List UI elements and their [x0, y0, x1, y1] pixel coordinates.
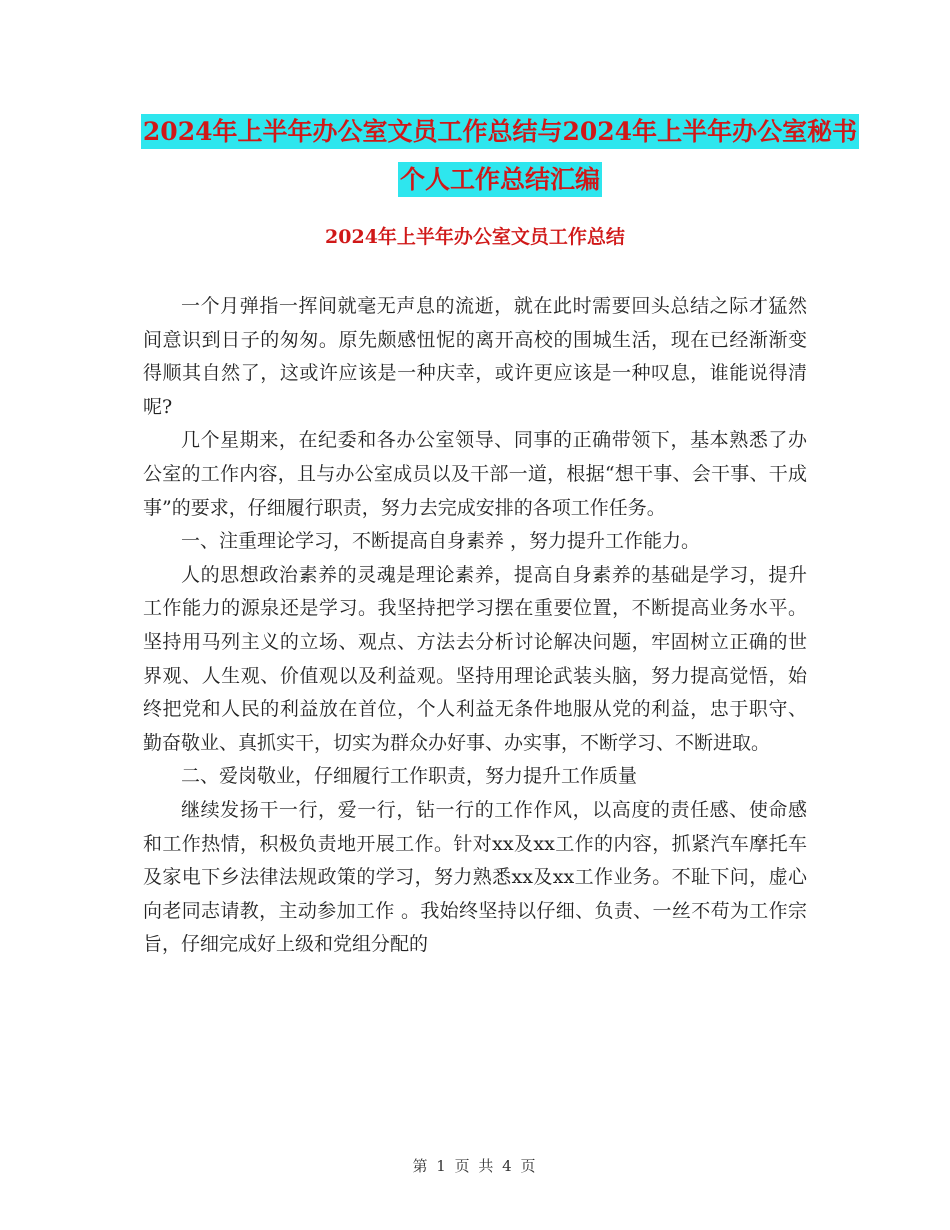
- section-title: 2024年上半年办公室文员工作总结: [325, 226, 625, 248]
- heading-section-2: 二、爱岗敬业，仔细履行工作职责，努力提升工作质量: [181, 765, 638, 788]
- paragraph-section-1: 人的思想政治素养的灵魂是理论素养，提高自身素养的基础是学习，提升工作能力的源泉还是学习。我坚持把学习摆在重要位置，不断提高业务水平。坚持用马列主义的立场、观点、方法去分析讨论解决问题，牢固树立正确的世界观、人生观、价值观以及利益观。坚持用理论武装头脑，努力提高觉悟，始终把党和人民的利益放在首位，个人利益无条件地服从党的利益，忠于职守、勤奋敬业、真抓实干，切实为群众办好事、办实事，不断学习、不断进取。: [143, 563, 807, 754]
- title-highlight: 2024年上半年办公室文员工作总结与2024年上半年办公室秘书个人工作总结汇编: [141, 114, 859, 197]
- heading-section-1: 一、注重理论学习，不断提高自身素养 ，努力提升工作能力。: [181, 530, 701, 553]
- paragraph-overview: 几个星期来，在纪委和各办公室领导、同事的正确带领下，基本熟悉了办公室的工作内容，且与办公室成员以及干部一道，根据“想干事、会干事、干成事”的要求，仔细履行职责，努力去完成安排的各项工作任务。: [143, 429, 807, 519]
- document-title: [140, 108, 860, 204]
- page-footer: 第 1 页 共 4 页: [412, 1157, 538, 1175]
- document-body: [143, 290, 807, 962]
- paragraph-intro: 一个月弹指一挥间就毫无声息的流逝，就在此时需要回头总结之际才猛然间意识到日子的匆匆。原先颇感忸怩的离开高校的围城生活，现在已经渐渐变得顺其自然了，这或许应该是一种庆幸，或许更应该是一种叹息，谁能说得清呢?: [143, 295, 807, 418]
- paragraph-section-2: 继续发扬干一行，爱一行，钻一行的工作作风，以高度的责任感、使命感和工作热情，积极负责地开展工作。针对xx及xx工作的内容，抓紧汽车摩托车及家电下乡法律法规政策的学习，努力熟悉xx及xx工作业务。不耻下问，虚心向老同志请教，主动参加工作 。我始终坚持以仔细、负责、一丝不苟为工作宗旨，仔细完成好上级和党组分配的: [143, 798, 807, 956]
